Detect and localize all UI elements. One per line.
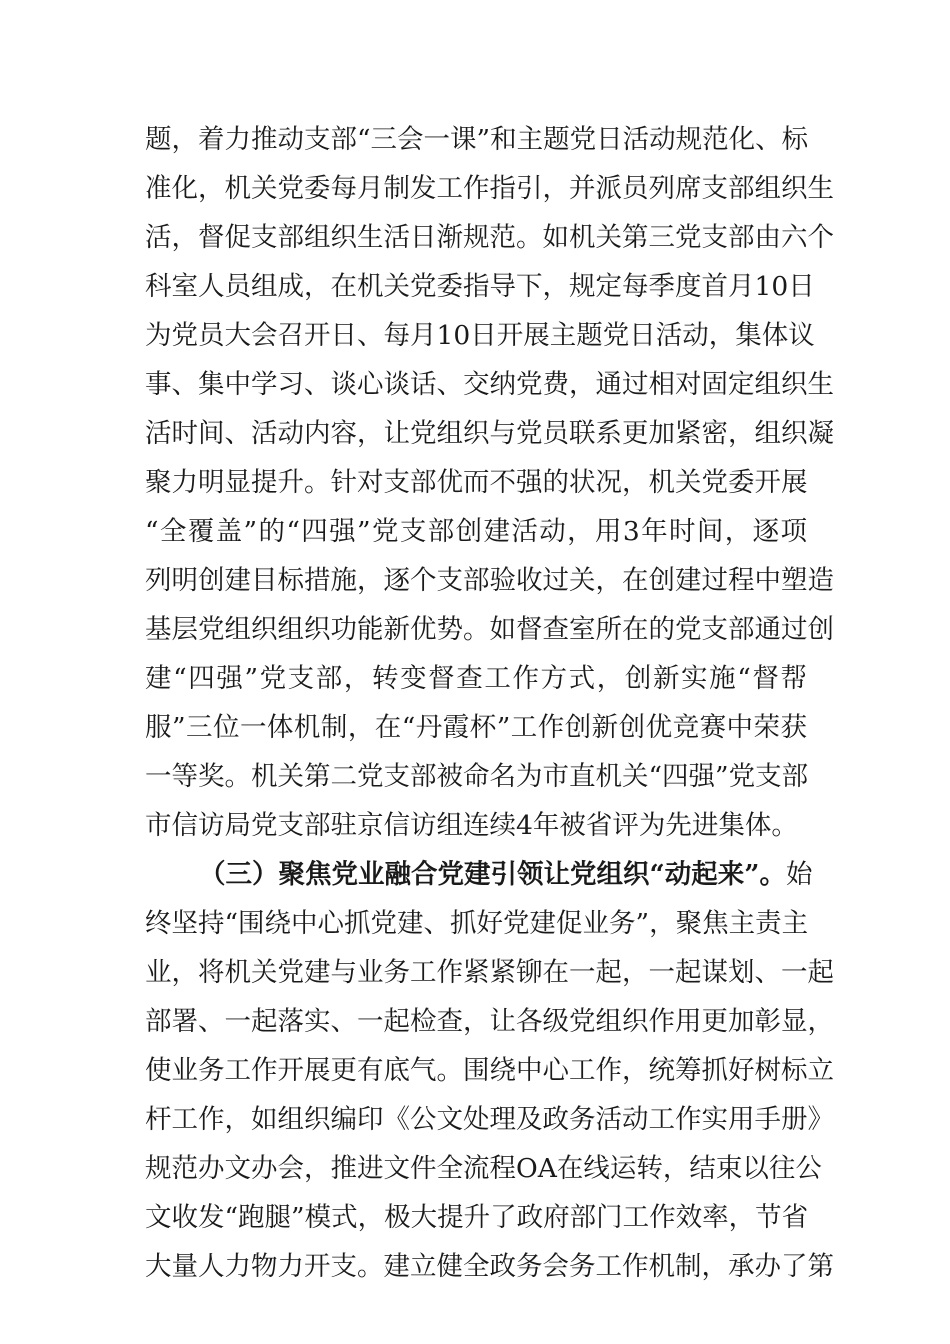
section-heading: （三）聚焦党业融合党建引领让党组织“动起来”。 (199, 859, 786, 890)
body-text-line: 使业务工作开展更有底气。围绕中心工作，统筹抓好树标立 (145, 1055, 834, 1086)
body-text-line: 业，将机关党建与业务工作紧紧铆在一起，一起谋划、一起 (145, 957, 834, 988)
section-heading-tail: 始 (786, 859, 813, 890)
body-text-line: 事、集中学习、谈心谈话、交纳党费，通过相对固定组织生 (145, 369, 834, 400)
body-text-line: 规范办文办会，推进文件全流程OA在线运转，结束以往公 (145, 1153, 822, 1184)
body-text-line: 部署、一起落实、一起检查，让各级党组织作用更加彰显， (145, 1006, 834, 1037)
body-text-line: 聚力明显提升。针对支部优而不强的状况，机关党委开展 (145, 467, 808, 498)
body-text-line: 基层党组织组织功能新优势。如督查室所在的党支部通过创 (145, 614, 834, 645)
body-text-line: 文收发“跑腿”模式，极大提升了政府部门工作效率，节省 (145, 1202, 809, 1233)
body-text-line: 题，着力推动支部“三会一课”和主题党日活动规范化、标 (145, 124, 809, 155)
body-text-line: 活时间、活动内容，让党组织与党员联系更加紧密，组织凝 (145, 418, 834, 449)
body-text-line: 服”三位一体机制，在“丹霞杯”工作创新创优竞赛中荣获 (145, 712, 807, 743)
body-text-line: 列明创建目标措施，逐个支部验收过关，在创建过程中塑造 (145, 565, 834, 596)
body-text-line: 市信访局党支部驻京信访组连续4年被省评为先进集体。 (145, 810, 798, 841)
body-text-line: 一等奖。机关第二党支部被命名为市直机关“四强”党支部 (145, 761, 809, 792)
body-text-line: 为党员大会召开日、每月10日开展主题党日活动，集体议 (145, 320, 815, 351)
body-text-line: 科室人员组成，在机关党委指导下，规定每季度首月10日 (145, 271, 815, 302)
body-text-line: 终坚持“围绕中心抓党建、抓好党建促业务”，聚焦主责主 (145, 908, 809, 939)
section-heading-line (199, 855, 813, 895)
body-text-line: “全覆盖”的“四强”党支部创建活动，用3年时间，逐项 (145, 516, 807, 547)
body-text-line: 准化，机关党委每月制发工作指引，并派员列席支部组织生 (145, 173, 834, 204)
body-text-line: 活，督促支部组织生活日渐规范。如机关第三党支部由六个 (145, 222, 834, 253)
body-text-line: 大量人力物力开支。建立健全政务会务工作机制，承办了第 (145, 1251, 834, 1282)
body-text-line: 杆工作，如组织编印《公文处理及政务活动工作实用手册》 (145, 1104, 834, 1135)
body-text-line: 建“四强”党支部，转变督查工作方式，创新实施“督帮 (145, 663, 807, 694)
